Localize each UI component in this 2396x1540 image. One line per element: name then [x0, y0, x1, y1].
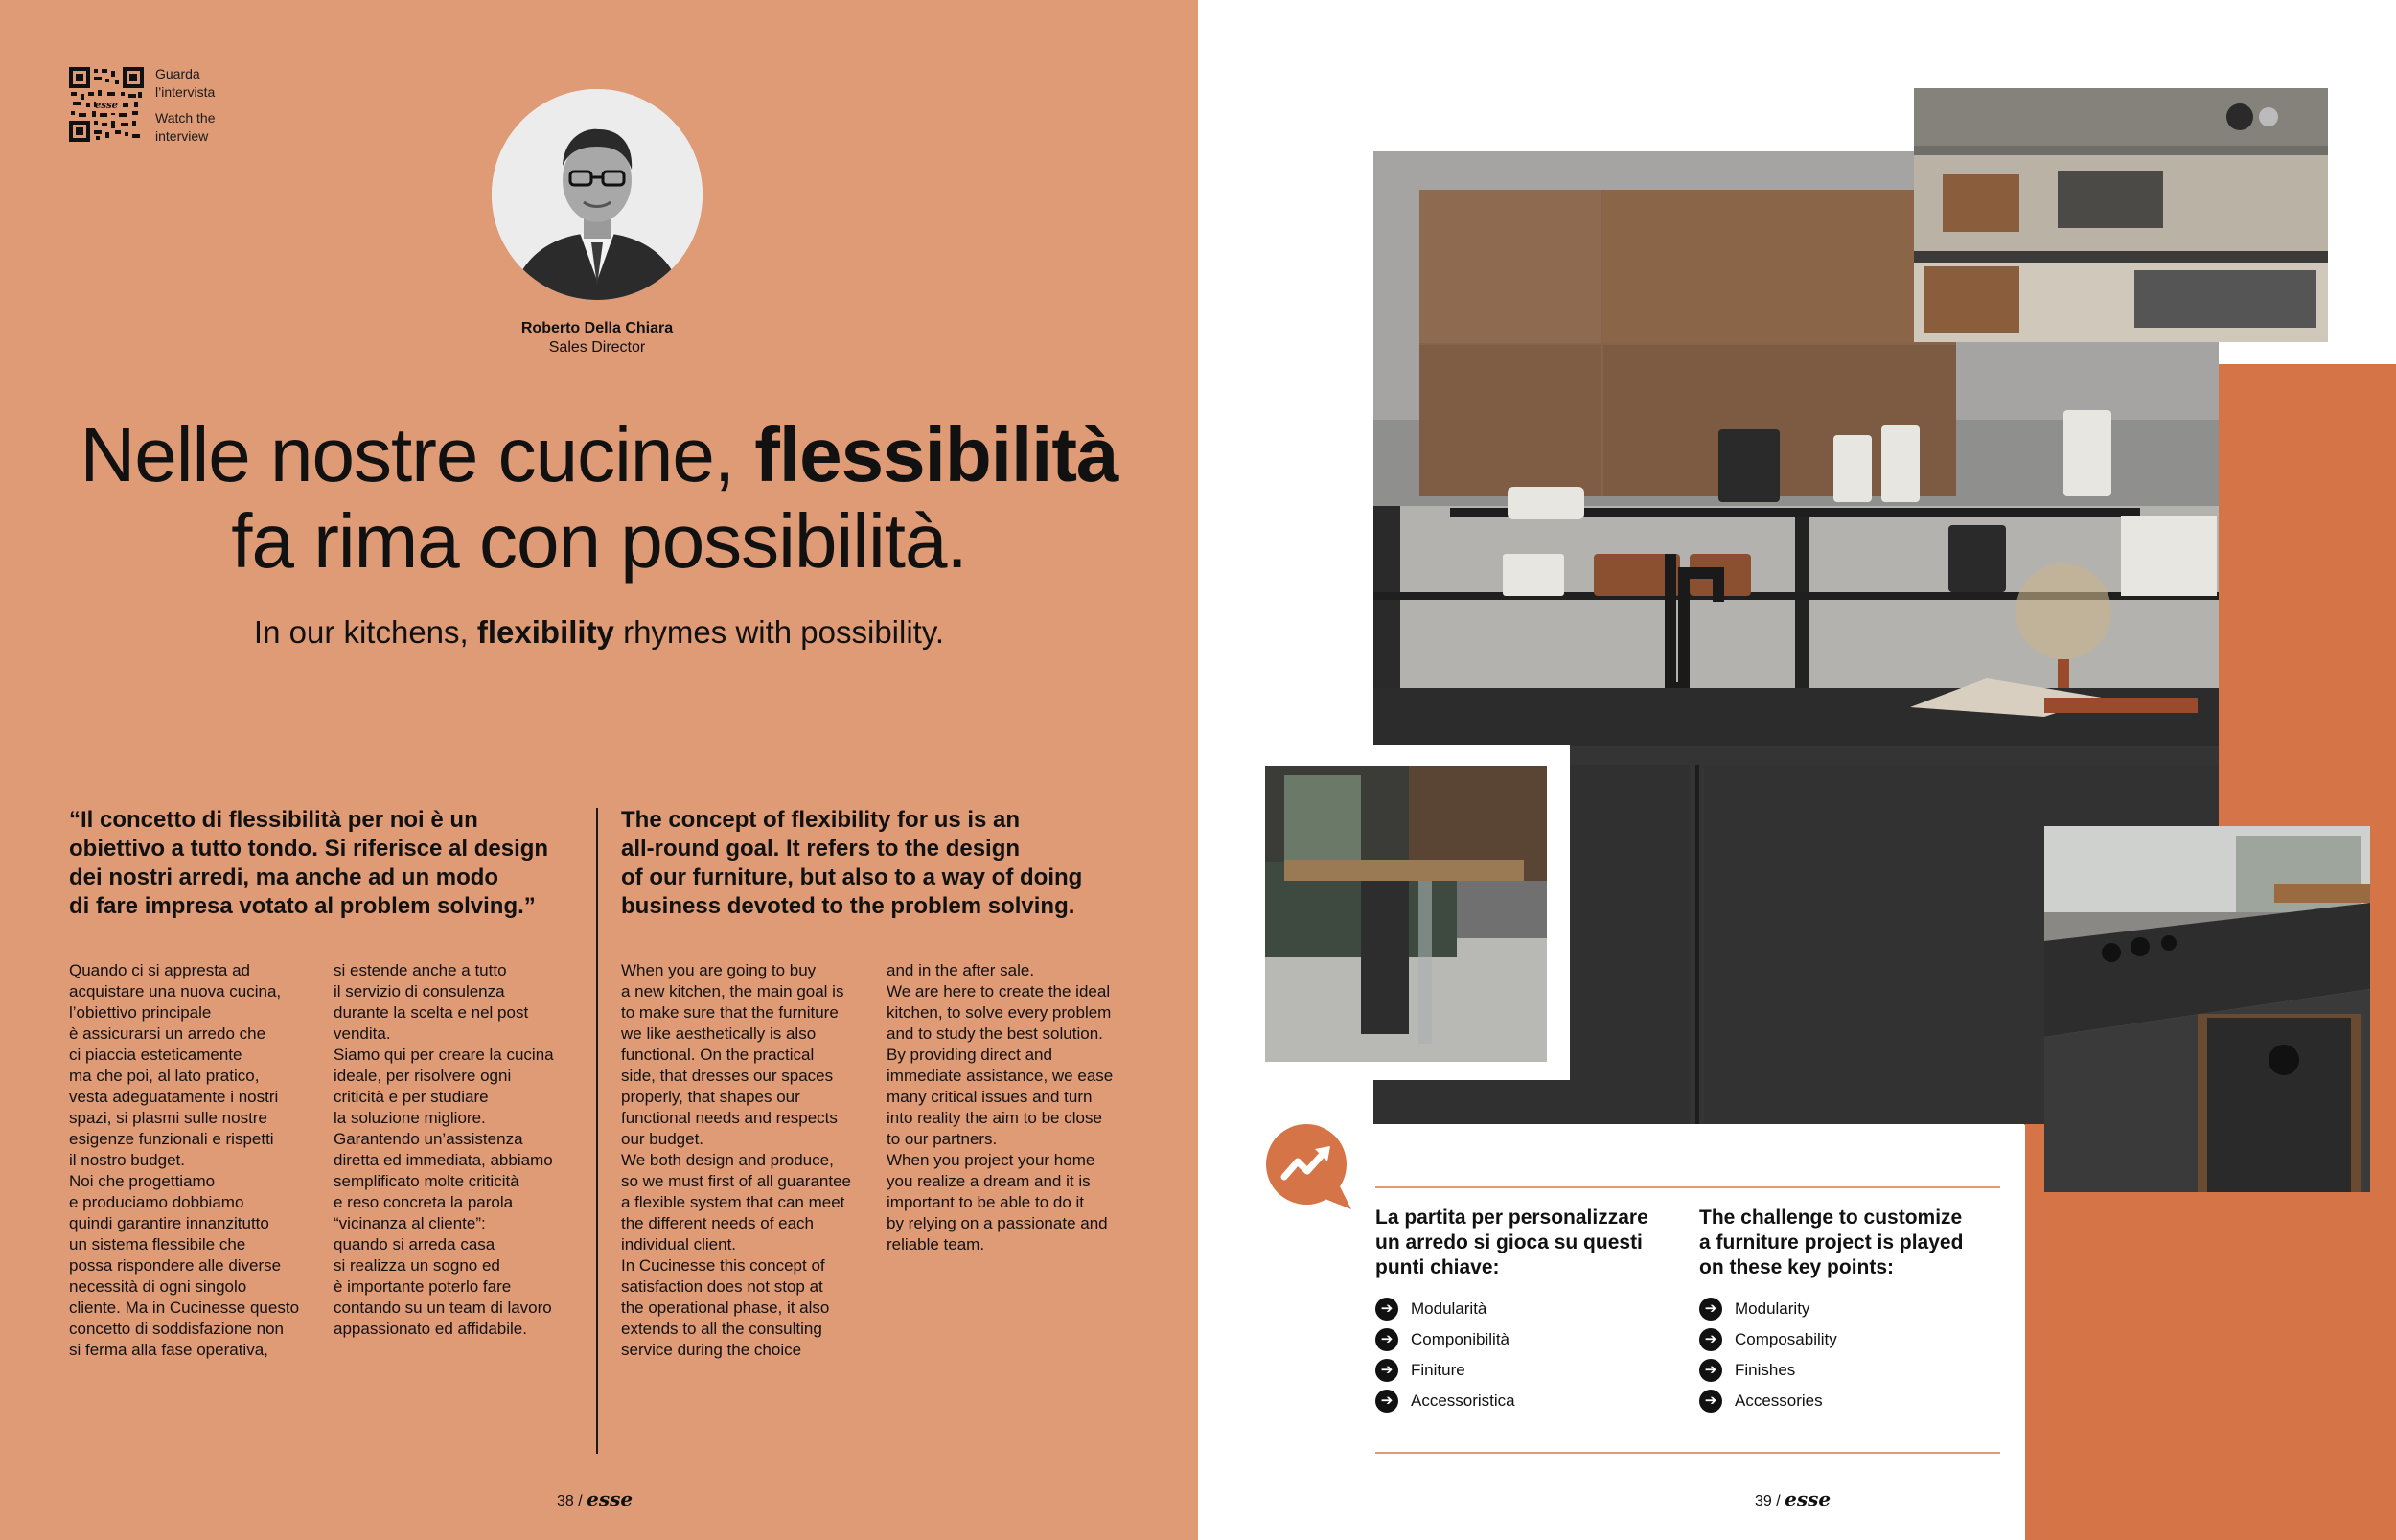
body-line: a new kitchen, the main goal is	[621, 982, 844, 1000]
body-line: the different needs of each	[621, 1214, 815, 1232]
body-line: “vicinanza al cliente”:	[334, 1214, 486, 1232]
list-item	[1375, 1328, 1682, 1351]
key-points-list-it	[1375, 1298, 1682, 1413]
list-item-label: Accessories	[1735, 1391, 1823, 1410]
qr-code-icon[interactable]	[69, 67, 144, 142]
arrow-right-circle-icon: ➔	[1699, 1359, 1722, 1382]
body-line: reliable team.	[887, 1235, 985, 1253]
body-line: acquistare una nuova cucina,	[69, 982, 282, 1000]
body-line: so we must first of all guarantee	[621, 1172, 852, 1190]
body-line: individual client.	[621, 1235, 737, 1253]
body-line: criticità e per studiare	[334, 1088, 489, 1106]
body-line: si ferma alla fase operativa,	[69, 1341, 268, 1359]
body-line: si realizza un sogno ed	[334, 1256, 500, 1275]
body-line: Noi che progettiamo	[69, 1172, 216, 1190]
brand-logo: esse	[587, 1487, 634, 1510]
quote-line: of our furniture, but also to a way of doing	[621, 864, 1083, 890]
list-item	[1699, 1328, 2006, 1351]
headline-text: Nelle nostre cucine,	[80, 412, 755, 497]
arrow-right-circle-icon: ➔	[1375, 1390, 1398, 1413]
qr-caption-line: interview	[155, 128, 209, 144]
title-line: a furniture project is played	[1699, 1231, 1964, 1253]
body-line: functional. On the practical	[621, 1046, 815, 1064]
body-line: Quando ci si appresta ad	[69, 961, 251, 979]
qr-caption-line: Watch the	[155, 110, 216, 126]
avatar	[492, 89, 703, 300]
body-line: il nostro budget.	[69, 1151, 185, 1169]
body-line: un sistema flessibile che	[69, 1235, 246, 1253]
title-line: punti chiave:	[1375, 1256, 1500, 1278]
body-line: Garantendo un’assistenza	[334, 1130, 523, 1148]
divider-top	[1375, 1186, 2000, 1188]
body-line: properly, that shapes our	[621, 1088, 800, 1106]
body-line: è assicurarsi un arredo che	[69, 1024, 266, 1043]
quote-it	[69, 806, 587, 921]
body-line: functional needs and respects	[621, 1109, 838, 1127]
body-line: When you project your home	[887, 1151, 1095, 1169]
headline-line-1	[38, 412, 1160, 498]
body-line: quando si arreda casa	[334, 1235, 495, 1253]
body-line: the operational phase, it also	[621, 1299, 830, 1317]
body-line: We both design and produce,	[621, 1151, 834, 1169]
page-title	[38, 412, 1160, 585]
quote-line: obiettivo a tutto tondo. Si riferisce al design	[69, 836, 549, 862]
body-line: il servizio di consulenza	[334, 982, 505, 1000]
body-line: our budget.	[621, 1130, 704, 1148]
list-item	[1699, 1390, 2006, 1413]
list-item-label: Composability	[1735, 1330, 1837, 1348]
quote-en	[621, 806, 1158, 921]
list-item-label: Modularità	[1411, 1299, 1487, 1318]
body-line: satisfaction does not stop at	[621, 1277, 823, 1296]
cooktop-photo	[2044, 826, 2370, 1192]
quote-line: di fare impresa votato al problem solving.”	[69, 893, 536, 919]
body-line: service during the choice	[621, 1341, 802, 1359]
divider-bottom	[1375, 1452, 2000, 1454]
page-number-right	[1755, 1487, 1831, 1510]
drawers-photo	[1914, 88, 2328, 342]
body-line: extends to all the consulting	[621, 1320, 822, 1338]
body-line: you realize a dream and it is	[887, 1172, 1091, 1190]
body-line: concetto di soddisfazione non	[69, 1320, 284, 1338]
body-line: When you are going to buy	[621, 961, 817, 979]
body-line: contando su un team di lavoro	[334, 1299, 552, 1317]
body-line: necessità di ogni singolo	[69, 1277, 247, 1296]
subtitle	[38, 613, 1160, 652]
body-line: by relying on a passionate and	[887, 1214, 1108, 1232]
svg-text:esse: esse	[95, 101, 118, 111]
list-item-label: Modularity	[1735, 1299, 1810, 1318]
body-line: possa rispondere alle diverse	[69, 1256, 282, 1275]
list-item	[1375, 1359, 1682, 1382]
body-en-col2	[887, 960, 1155, 1255]
body-line: into reality the aim to be close	[887, 1109, 1102, 1127]
body-line: l’obiettivo principale	[69, 1003, 212, 1022]
page-number: 39 /	[1755, 1493, 1781, 1509]
qr-caption-en	[155, 109, 216, 146]
brand-logo: esse	[1785, 1487, 1832, 1510]
key-points-title-en	[1699, 1206, 2006, 1280]
list-item	[1699, 1359, 2006, 1382]
arrow-right-circle-icon: ➔	[1699, 1298, 1722, 1321]
body-line: vesta adeguatamente i nostri	[69, 1088, 279, 1106]
body-line: è importante poterlo fare	[334, 1277, 512, 1296]
key-points-title-it	[1375, 1206, 1682, 1280]
body-line: Siamo qui per creare la cucina	[334, 1046, 554, 1064]
body-line: si estende anche a tutto	[334, 961, 507, 979]
body-line: immediate assistance, we ease	[887, 1067, 1114, 1085]
qr-caption-line: Guarda	[155, 66, 200, 81]
body-line: to our partners.	[887, 1130, 998, 1148]
list-item-label: Accessoristica	[1411, 1391, 1515, 1410]
body-it-col1	[69, 960, 328, 1361]
arrow-right-circle-icon: ➔	[1699, 1390, 1722, 1413]
body-line: la soluzione migliore.	[334, 1109, 486, 1127]
title-line: on these key points:	[1699, 1256, 1895, 1278]
body-line: to make sure that the furniture	[621, 1003, 839, 1022]
title-line: La partita per personalizzare	[1375, 1207, 1648, 1229]
list-item	[1375, 1298, 1682, 1321]
body-line: quindi garantire innanzitutto	[69, 1214, 269, 1232]
body-line: semplificato molte criticità	[334, 1172, 519, 1190]
body-line: many critical issues and turn	[887, 1088, 1093, 1106]
page-number: 38 /	[557, 1493, 583, 1509]
kitchen-island-photo	[1265, 766, 1547, 1062]
body-line: side, that dresses our spaces	[621, 1067, 834, 1085]
list-item-label: Componibilità	[1411, 1330, 1509, 1348]
body-line: durante la scelta e nel post	[334, 1003, 529, 1022]
headline-line-2: fa rima con possibilità.	[231, 498, 967, 584]
headline-bold: flessibilità	[754, 412, 1118, 497]
arrow-right-circle-icon: ➔	[1375, 1328, 1398, 1351]
body-line: kitchen, to solve every problem	[887, 1003, 1112, 1022]
key-points-list-en	[1699, 1298, 2006, 1413]
quote-line: dei nostri arredi, ma anche ad un modo	[69, 864, 499, 890]
body-line: In Cucinesse this concept of	[621, 1256, 825, 1275]
list-item	[1699, 1298, 2006, 1321]
body-en-col1	[621, 960, 880, 1361]
quote-line: “Il concetto di flessibilità per noi è un	[69, 807, 478, 833]
person-role: Sales Director	[548, 339, 646, 356]
body-line: e produciamo dobbiamo	[69, 1193, 244, 1211]
list-item	[1375, 1390, 1682, 1413]
title-line: The challenge to customize	[1699, 1207, 1963, 1229]
body-line: and in the after sale.	[887, 961, 1035, 979]
subtitle-text: In our kitchens,	[253, 614, 477, 650]
body-line: appassionato ed affidabile.	[334, 1320, 527, 1338]
body-line: cliente. Ma in Cucinesse questo	[69, 1299, 300, 1317]
body-line: important to be able to do it	[887, 1193, 1085, 1211]
person-name: Roberto Della Chiara	[520, 320, 674, 336]
arrow-right-circle-icon: ➔	[1375, 1359, 1398, 1382]
body-line: vendita.	[334, 1024, 391, 1043]
body-line: diretta ed immediata, abbiamo	[334, 1151, 553, 1169]
body-line: esigenze funzionali e rispetti	[69, 1130, 274, 1148]
quote-line: business devoted to the problem solving.	[621, 893, 1075, 919]
body-line: e reso concreta la parola	[334, 1193, 514, 1211]
body-line: ma che poi, al lato pratico,	[69, 1067, 260, 1085]
subtitle-bold: flexibility	[476, 614, 614, 650]
column-divider	[596, 808, 598, 1454]
qr-caption-line: l’intervista	[155, 84, 216, 100]
page-number-left	[557, 1487, 633, 1510]
body-it-col2	[334, 960, 592, 1340]
list-item-label: Finiture	[1411, 1361, 1465, 1379]
body-line: and to study the best solution.	[887, 1024, 1103, 1043]
body-line: We are here to create the ideal	[887, 982, 1111, 1000]
qr-caption-it	[155, 65, 215, 102]
quote-line: all-round goal. It refers to the design	[621, 836, 1021, 862]
arrow-right-circle-icon: ➔	[1699, 1328, 1722, 1351]
quote-line: The concept of flexibility for us is an	[621, 807, 1021, 833]
list-item-label: Finishes	[1735, 1361, 1796, 1379]
subtitle-text: rhymes with possibility.	[613, 614, 945, 650]
trend-up-chat-icon	[1265, 1123, 1351, 1209]
body-line: a flexible system that can meet	[621, 1193, 845, 1211]
body-line: ci piaccia esteticamente	[69, 1046, 242, 1064]
title-line: un arredo si gioca su questi	[1375, 1231, 1643, 1253]
body-line: we like aesthetically is also	[621, 1024, 817, 1043]
body-line: ideale, per risolvere ogni	[334, 1067, 512, 1085]
arrow-right-circle-icon: ➔	[1375, 1298, 1398, 1321]
body-line: spazi, si plasmi sulle nostre	[69, 1109, 267, 1127]
body-line: By providing direct and	[887, 1046, 1052, 1064]
